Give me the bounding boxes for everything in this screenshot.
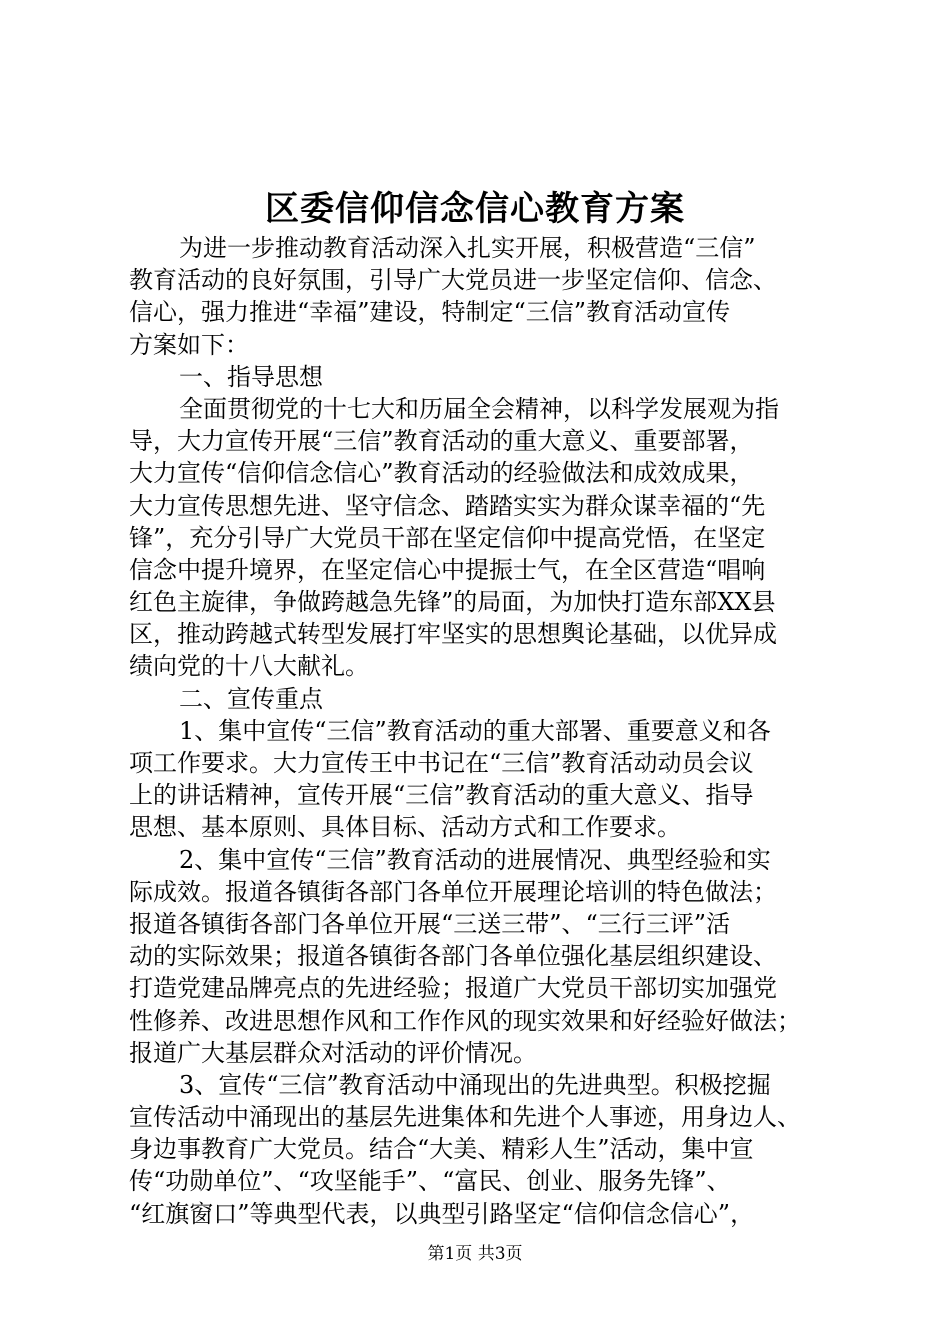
document-line: 2、集中宣传“三信”教育活动的进展情况、典型经验和实 — [179, 845, 771, 874]
document-body — [129, 232, 829, 1230]
document-line: 传“功勋单位”、“攻坚能手”、“富民、创业、服务先锋”、 — [129, 1167, 731, 1196]
document-line: 项工作要求。大力宣传王中书记在“三信”教育活动动员会议 — [129, 749, 754, 777]
document-line: 报道广大基层群众对活动的评价情况。 — [129, 1038, 537, 1067]
document-line: 全面贯彻党的十七大和历届全会精神，以科学发展观为指 — [179, 394, 779, 423]
document-line: 锋”，充分引导广大党员干部在坚定信仰中提高党悟，在坚定 — [129, 523, 766, 552]
document-line: 3、宣传“三信”教育活动中涌现出的先进典型。积极挖掘 — [179, 1070, 771, 1099]
document-line: 1、集中宣传“三信”教育活动的重大部署、重要意义和各 — [179, 716, 771, 745]
document-line: 动的实际效果；报道各镇街各部门各单位强化基层组织建设、 — [129, 942, 777, 971]
document-line: 大力宣传“信仰信念信心”教育活动的经验做法和成效成果， — [129, 459, 754, 488]
document-line: 区，推动跨越式转型发展打牢坚实的思想舆论基础，以优异成 — [129, 620, 777, 649]
document-line: 身边事教育广大党员。结合“大美、精彩人生”活动，集中宣 — [129, 1135, 754, 1164]
document-title: 区委信仰信念信心教育方案 — [265, 189, 685, 229]
document-line: 方案如下： — [129, 330, 249, 359]
document-line: 信心，强力推进“幸福”建设，特制定“三信”教育活动宣传 — [129, 298, 731, 327]
document-line: 导，大力宣传开展“三信”教育活动的重大意义、重要部署， — [129, 427, 754, 456]
document-line: 思想、基本原则、具体目标、活动方式和工作要求。 — [129, 813, 681, 842]
document-line: 红色主旋律，争做跨越急先锋”的局面，为加快打造东部XX县 — [129, 588, 776, 617]
document-line: 上的讲话精神，宣传开展“三信”教育活动的重大意义、指导 — [129, 781, 754, 810]
document-line: 性修养、改进思想作风和工作作风的现实效果和好经验好做法； — [129, 1006, 801, 1035]
document-line: 教育活动的良好氛围，引导广大党员进一步坚定信仰、信念、 — [129, 266, 777, 295]
document-line: 为进一步推动教育活动深入扎实开展，积极营造“三信” — [179, 234, 756, 262]
document-line: 大力宣传思想先进、坚守信念、踏踏实实为群众谋幸福的“先 — [129, 491, 766, 520]
document-line: 二、宣传重点 — [179, 684, 323, 713]
document-line: 打造党建品牌亮点的先进经验；报道广大党员干部切实加强党 — [129, 974, 777, 1003]
page-footer: 第1页 共3页 — [427, 1244, 523, 1264]
document-line: 报道各镇街各部门各单位开展“三送三带”、“三行三评”活 — [129, 909, 731, 938]
document-line: 际成效。报道各镇街各部门各单位开展理论培训的特色做法； — [129, 877, 777, 906]
document-line: 绩向党的十八大献礼。 — [129, 652, 369, 681]
document-line: 宣传活动中涌现出的基层先进集体和先进个人事迹，用身边人、 — [129, 1103, 801, 1132]
document-line: 一、指导思想 — [179, 362, 323, 391]
document-line: “红旗窗口”等典型代表，以典型引路坚定“信仰信念信心”， — [129, 1199, 755, 1228]
document-line: 信念中提升境界，在坚定信心中提振士气，在全区营造“唱响 — [129, 555, 766, 584]
